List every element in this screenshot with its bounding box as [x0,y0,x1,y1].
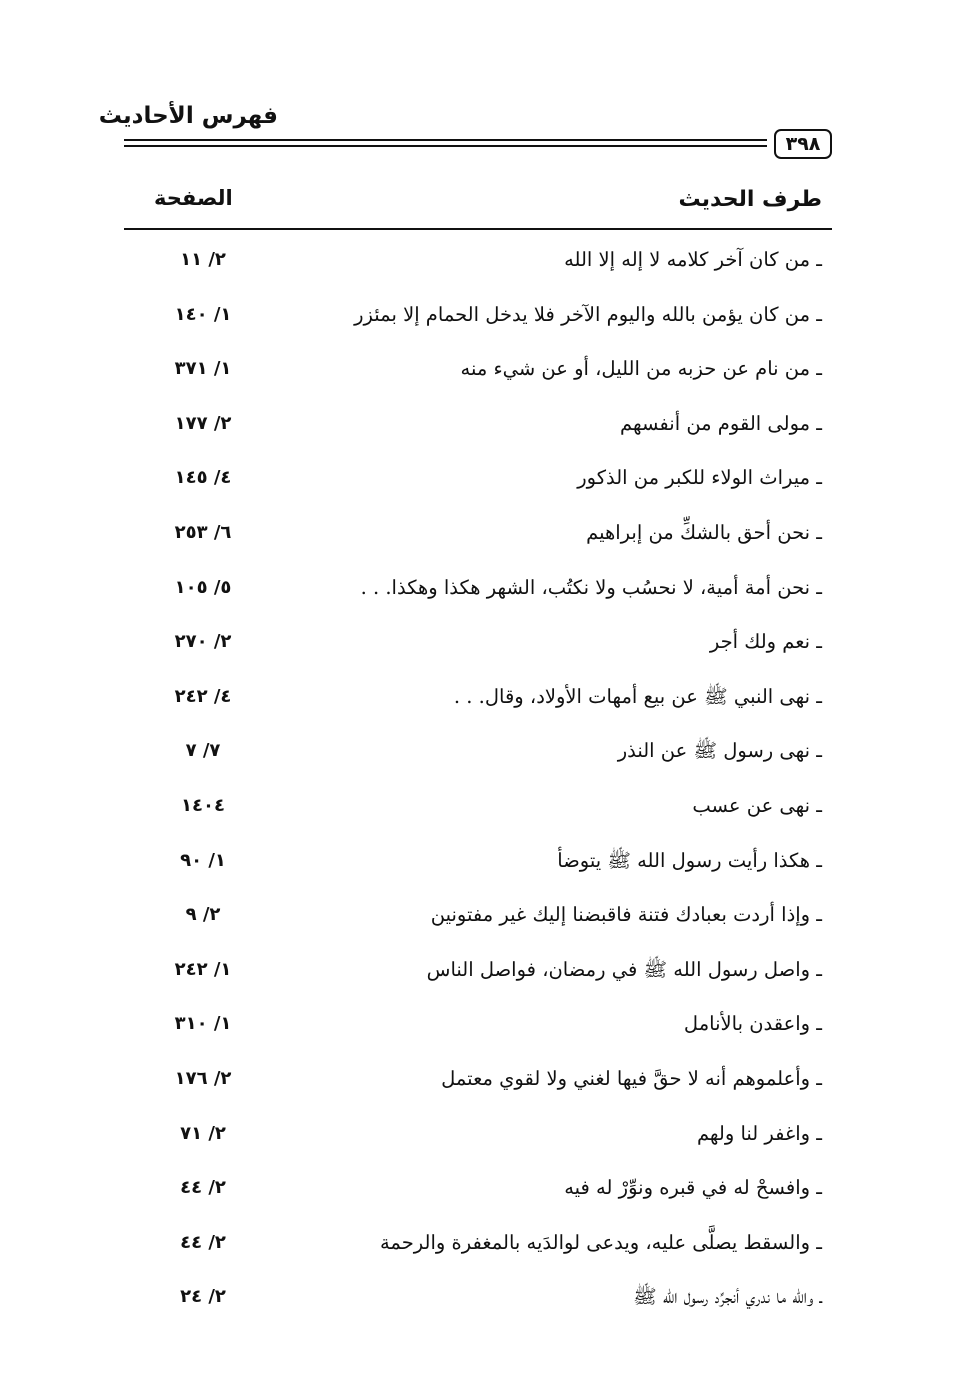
page-reference: ٦/ ٢٥٣ [174,521,232,543]
list-item [124,1161,832,1216]
hadith-text: ـ نحن أحق بالشكِّ من إبراهيم [586,520,822,544]
list-item [124,1270,832,1325]
list-item [124,506,832,561]
list-item [124,397,832,452]
list-item [124,779,832,834]
hadith-text: ـ من نام عن حزبه من الليل، أو عن شيء منه [460,357,822,381]
header-rule-top [124,139,767,141]
hadith-text: ـ من كان آخر كلامه لا إله إلا الله [564,248,822,271]
page-reference: ٤/ ١٤٥ [174,467,232,489]
list-item [124,1052,832,1107]
page-reference: ٢/ ٤٤ [180,1231,226,1253]
column-header-page: الصفحة [154,186,233,210]
page-reference: ٢/ ٢٧٠ [174,631,232,653]
hadith-text: ـ واصل رسول الله ﷺ في رمضان، فواصل الناس [426,957,822,981]
page-reference: ١/ ١٤٠ [174,303,232,325]
hadith-text: ـ والسقط يصلَّى عليه، ويدعى لوالدَيه بالمغفرة والرحمة [379,1230,822,1254]
page-reference: ٥/ ١٠٥ [174,576,232,598]
header-rule-bottom [124,145,767,147]
list-item [124,670,832,725]
hadith-text: ـ هكذا رأيت رسول الله ﷺ يتوضأ [557,848,822,872]
page-reference: ٢/ ٤٤ [180,1177,226,1199]
hadith-text: ـ ميراث الولاء للكبر من الذكور [577,466,822,490]
hadith-text: ـ نهى عن عسب [692,793,822,817]
list-item [124,451,832,506]
hadith-text: ـ واغفر لنا ولهم [696,1121,822,1145]
list-item [124,943,832,998]
page-reference: ١٤٠٤ [181,794,225,816]
hadith-text: ـ نعم ولك أجر [709,630,822,654]
hadith-text: ـ نهى رسول ﷺ عن النذر [617,739,822,763]
list-item [124,834,832,889]
list-item [124,342,832,397]
hadith-text: ـ نهى النبي ﷺ عن بيع أمهات الأولاد، وقال. . . [453,684,822,708]
column-header-rule [124,228,832,230]
hadith-text: ـ وافسحْ له في قبره ونوِّرْ له فيه [564,1176,822,1200]
list-item [124,724,832,779]
column-header-row [124,178,832,222]
page-number: ٣٩٨ [774,129,832,159]
hadith-text: ـ مولى القوم من أنفسهم [620,411,822,435]
page-reference: ٢/ ١١ [180,249,226,270]
page-reference: ١/ ٩٠ [180,849,226,871]
list-item [124,1216,832,1271]
page-reference: ١/ ٢٤٢ [174,958,232,980]
page-reference: ٤/ ٢٤٢ [174,685,232,707]
page-reference: ٢/ ١٧٧ [174,412,232,434]
hadith-text: ـ والله ما ندري أنجرِّد رسول الله ﷺ [633,1285,822,1309]
list-item [124,561,832,616]
list-item [124,615,832,670]
page-reference: ٢/ ٩ [185,904,221,926]
list-item [124,997,832,1052]
page-reference: ٧/ ٧ [185,740,221,762]
list-item [124,288,832,343]
page-reference: ٢/ ٢٤ [180,1286,226,1308]
hadith-text: ـ من كان يؤمن بالله واليوم الآخر فلا يدخل الحمام إلا بمئزر [354,302,822,326]
page-reference: ٢/ ١٧٦ [174,1067,232,1089]
hadith-text: ـ واعقدن بالأنامل [683,1012,822,1036]
list-item [124,233,832,288]
hadith-index-list [124,233,832,1325]
running-title: فهرس الأحاديث [98,103,278,129]
list-item [124,888,832,943]
page-reference: ٢/ ٧١ [180,1122,226,1144]
hadith-text: ـ نحن أمة أمية، لا نحسُب ولا نكتُب، الشهر هكذا وهكذا. . . [360,575,822,599]
page-reference: ١/ ٣١٠ [174,1013,232,1035]
header-double-rule [124,139,767,147]
column-header-hadith: طرف الحديث [678,187,822,212]
hadith-text: ـ وأعلموهم أنه لا حقَّ فيها لغني ولا لقوي معتمل [441,1066,822,1090]
hadith-text: ـ وإذا أردت بعبادك فتنة فاقبضنا إليك غير مفتونين [430,903,822,927]
list-item [124,1107,832,1162]
page-reference: ١/ ٣٧١ [174,358,232,380]
